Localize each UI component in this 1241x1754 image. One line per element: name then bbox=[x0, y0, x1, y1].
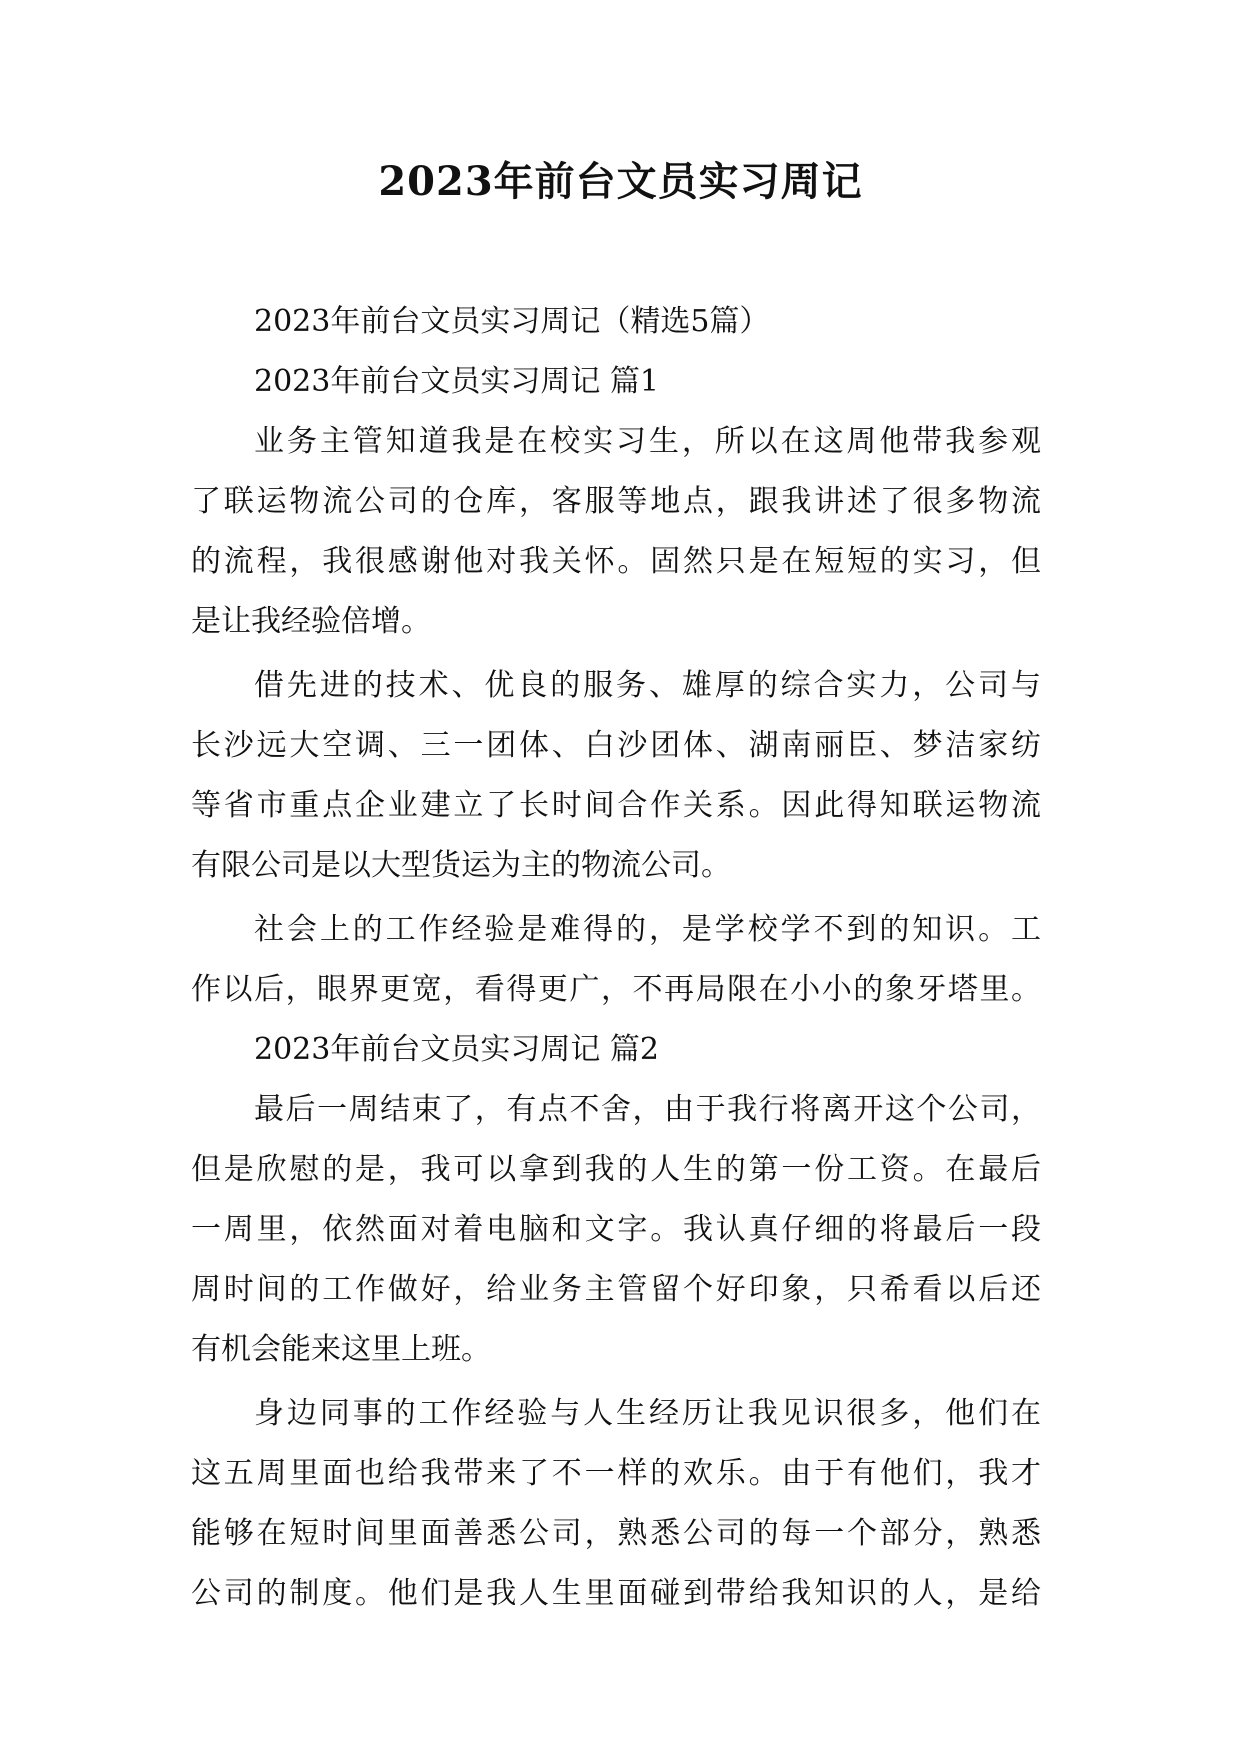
paragraph-last-line: 是让我经验倍增。 bbox=[191, 604, 431, 639]
paragraph-line: 周时间的工作做好，给业务主管留个好印象，只希看以后还 bbox=[191, 1272, 1041, 1307]
paragraph-line: 作以后，眼界更宽，看得更广，不再局限在小小的象牙塔里。 bbox=[191, 972, 1041, 1007]
paragraph-line: 等省市重点企业建立了长时间合作关系。因此得知联运物流 bbox=[191, 788, 1041, 823]
paragraph-last-line: 有机会能来这里上班。 bbox=[191, 1332, 491, 1367]
paragraph-line: 一周里，依然面对着电脑和文字。我认真仔细的将最后一段 bbox=[191, 1212, 1041, 1247]
paragraph-first-line: 社会上的工作经验是难得的，是学校学不到的知识。工 bbox=[254, 912, 1041, 947]
paragraph-line: 了联运物流公司的仓库，客服等地点，跟我讲述了很多物流 bbox=[191, 484, 1041, 519]
section-heading: 2023年前台文员实习周记 篇1 bbox=[254, 364, 659, 399]
section-heading: 2023年前台文员实习周记 篇2 bbox=[254, 1032, 659, 1067]
paragraph-line: 的流程，我很感谢他对我关怀。固然只是在短短的实习，但 bbox=[191, 544, 1041, 579]
paragraph-line: 这五周里面也给我带来了不一样的欢乐。由于有他们，我才 bbox=[191, 1456, 1041, 1491]
section-heading: 2023年前台文员实习周记（精选5篇） bbox=[254, 304, 770, 339]
paragraph-first-line: 业务主管知道我是在校实习生，所以在这周他带我参观 bbox=[254, 424, 1041, 459]
paragraph-line: 长沙远大空调、三一团体、白沙团体、湖南丽臣、梦洁家纺 bbox=[191, 728, 1041, 763]
paragraph-last-line: 有限公司是以大型货运为主的物流公司。 bbox=[191, 848, 731, 883]
document-body bbox=[191, 292, 1041, 1624]
paragraph-line: 公司的制度。他们是我人生里面碰到带给我知识的人，是给 bbox=[191, 1576, 1041, 1611]
paragraph-first-line: 最后一周结束了，有点不舍，由于我行将离开这个公司， bbox=[254, 1092, 1041, 1127]
paragraph-first-line: 借先进的技术、优良的服务、雄厚的综合实力，公司与 bbox=[254, 668, 1041, 703]
paragraph-line: 但是欣慰的是，我可以拿到我的人生的第一份工资。在最后 bbox=[191, 1152, 1041, 1187]
document-title: 2023年前台文员实习周记 bbox=[378, 158, 863, 205]
paragraph-line: 能够在短时间里面善悉公司，熟悉公司的每一个部分，熟悉 bbox=[191, 1516, 1041, 1551]
paragraph-first-line: 身边同事的工作经验与人生经历让我见识很多，他们在 bbox=[254, 1396, 1041, 1431]
